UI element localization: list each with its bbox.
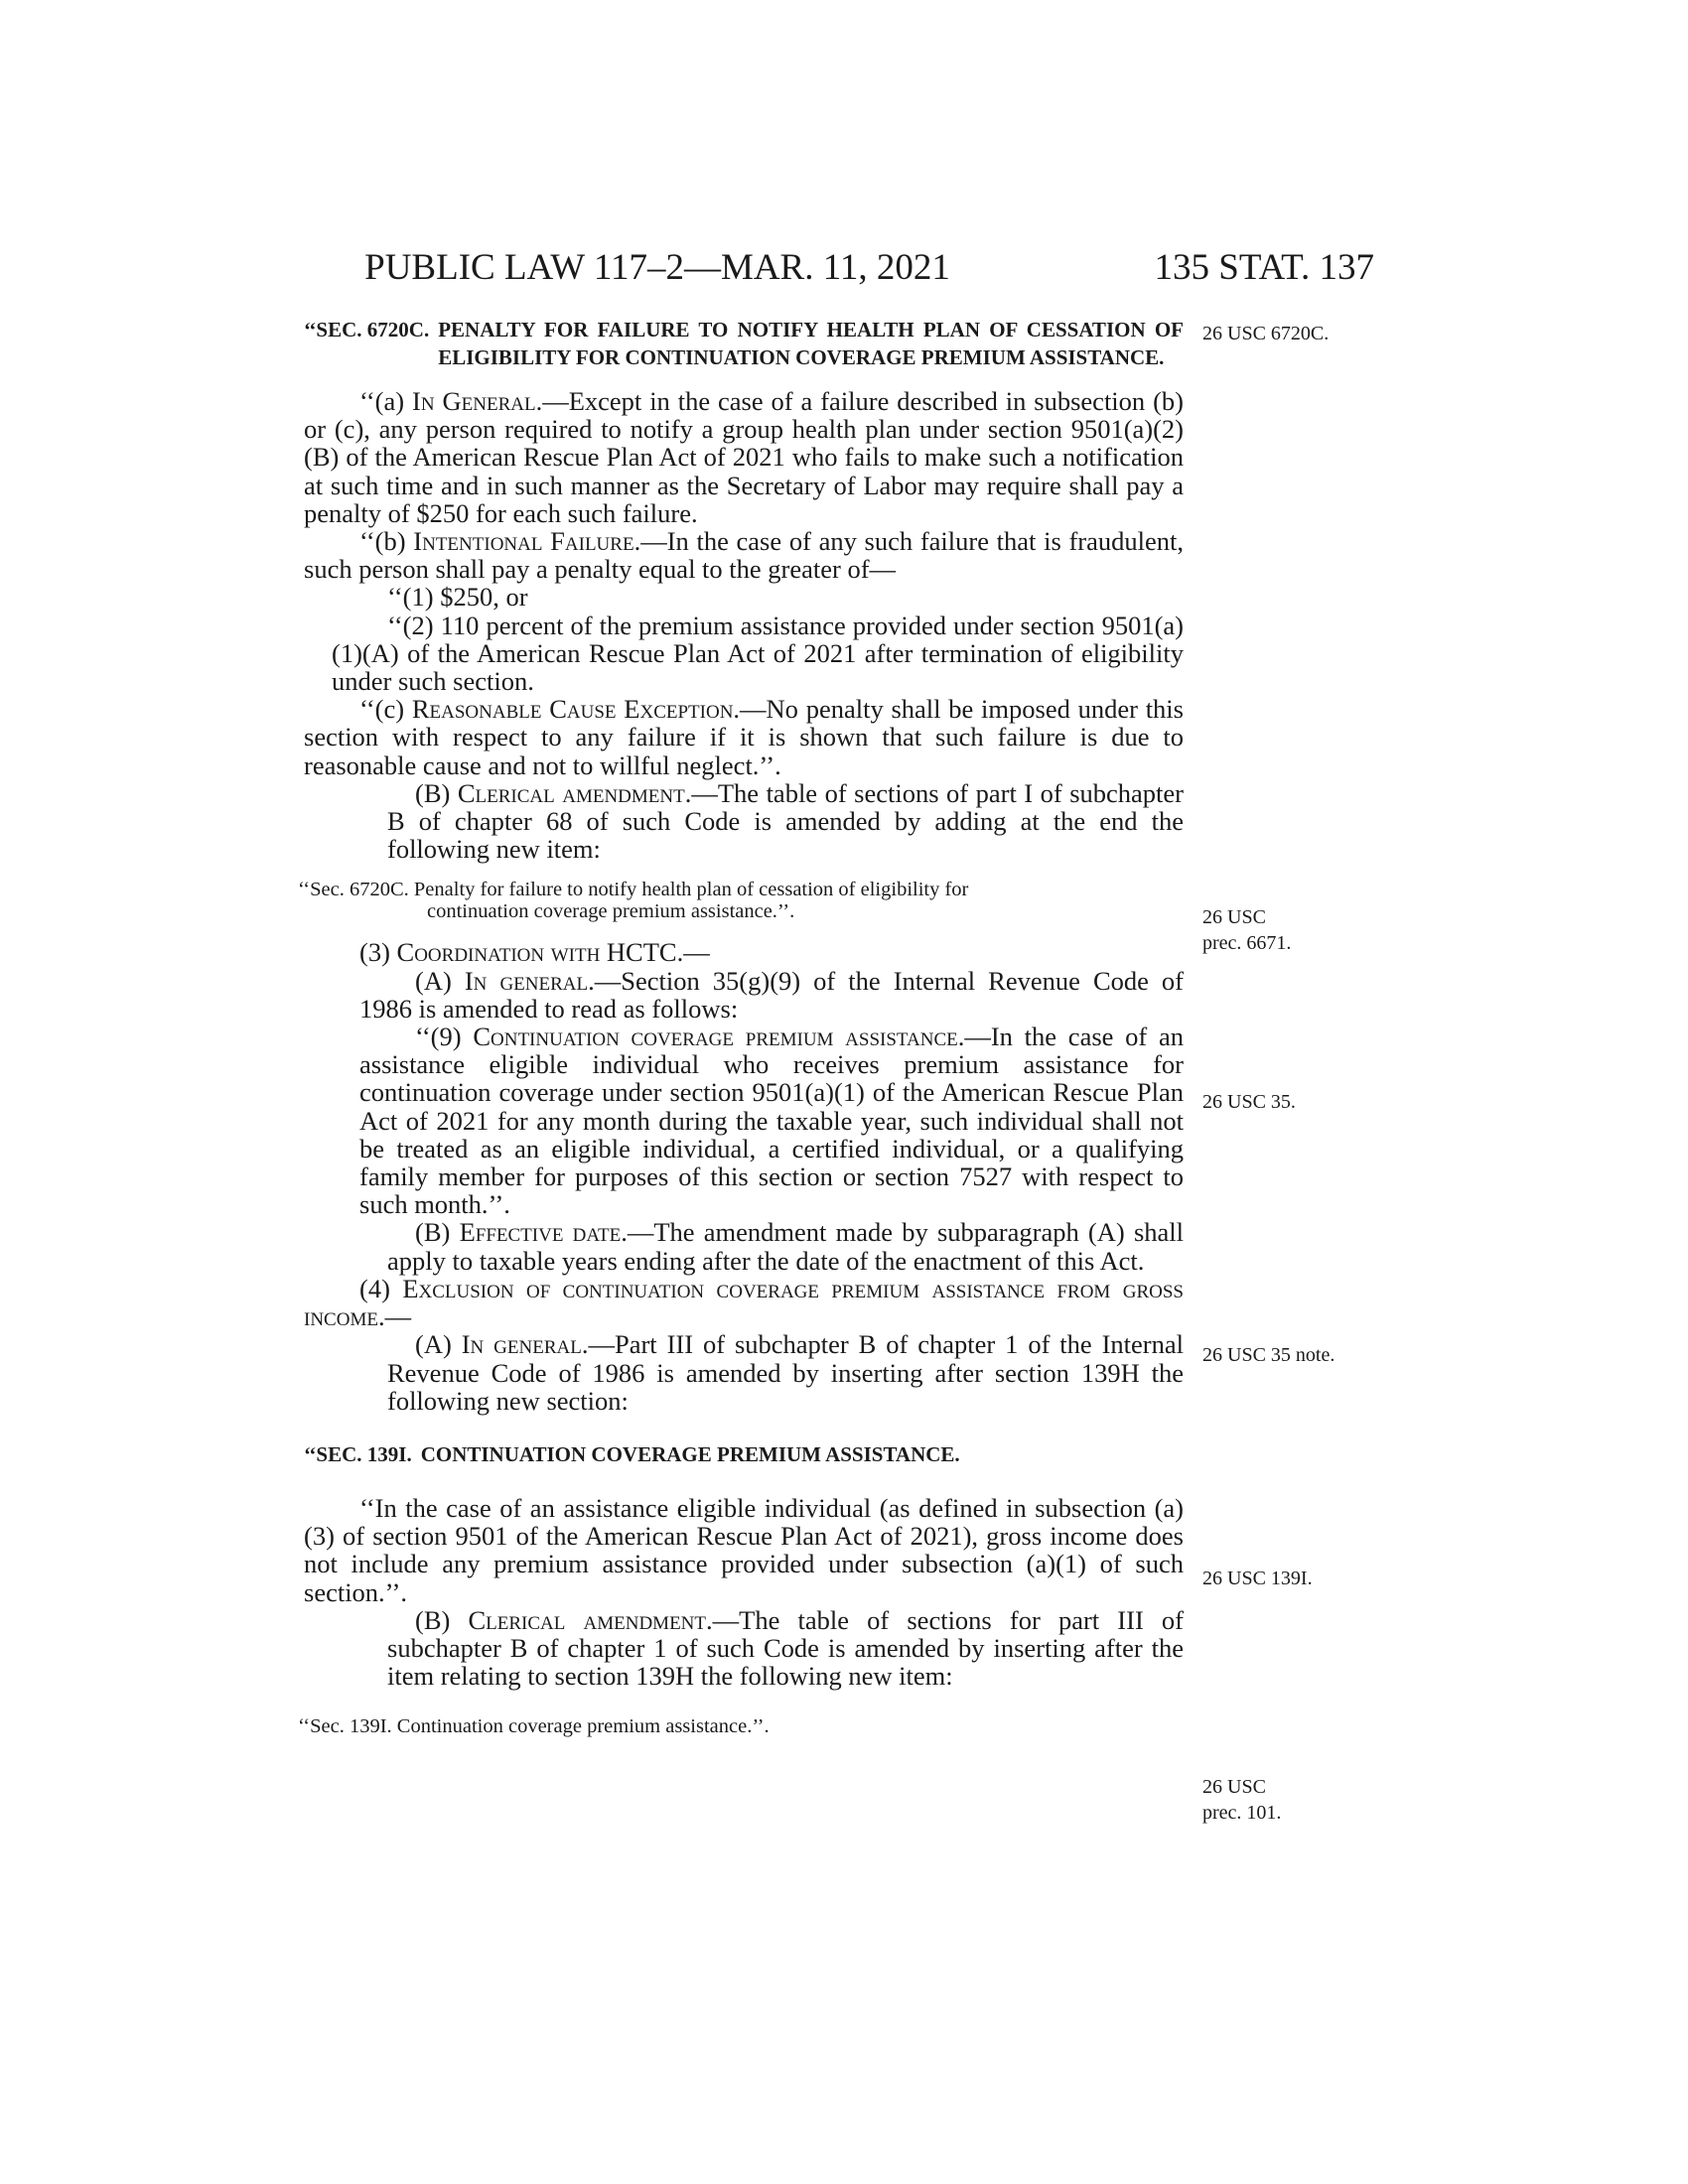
subsection-a: ‘‘(a) In General.—Except in the case of a failure described in subsection (b) or (c), any person required to notify a group health plan under section 9501(a)(2)(B) of the American Rescue Plan Act of 2021 who fails to make such a notification at such time and in such manner as the Secretary of Labor may require shall pay a penalty of $250 for each such failure.	[304, 386, 1184, 528]
margin-note-6720c: 26 USC 6720C.	[1202, 323, 1330, 344]
subsection-c: ‘‘(c) Reasonable Cause Exception.—No penalty shall be imposed under this section with respect to any failure if it is shown that such failure is due to reasonable cause and not to willful neglect.’’.	[304, 694, 1184, 780]
page-header	[0, 246, 1688, 296]
margin-note-35: 26 USC 35.	[1202, 1091, 1296, 1113]
section-heading-6720c: ‘‘SEC. 6720C. PENALTY FOR FAILURE TO NOTIFY HEALTH PLAN OF CESSATION OF ELIGIBILITY FOR CONTINUATION COVERAGE PREMIUM ASSISTANCE.	[304, 318, 1184, 369]
main-text	[298, 316, 1185, 1738]
paragraph-b2: ‘‘(2) 110 percent of the premium assistance provided under section 9501(a)(1)(A) of the American Rescue Plan Act of 2021 after termination of eligibility under such section.	[332, 610, 1184, 697]
margin-note-139i: 26 USC 139I.	[1202, 1568, 1313, 1589]
clerical-amendment-b: (B) Clerical amendment.—The table of sections of part I of subchapter B of chapter 68 of such Code is amended by adding at the end the following new item:	[387, 777, 1185, 865]
subsection-b: ‘‘(b) Intentional Failure.—In the case of any such failure that is fraudulent, such person shall pay a penalty equal to the greater of—	[304, 526, 1184, 585]
clerical-amendment-139i: (B) Clerical amendment.—The table of sections for part III of subchapter B of chapter 1 of such Code is amended by inserting after the item relating to section 139H the following new item:	[387, 1604, 1184, 1692]
paragraph-3-a: (A) In general.—Section 35(g)(9) of the Internal Revenue Code of 1986 is amended to read as follows:	[359, 965, 1185, 1024]
stat-page-number: 135 STAT. 137	[1154, 247, 1374, 288]
paragraph-4-a: (A) In general.—Part III of subchapter B of chapter 1 of the Internal Revenue Code of 1986 is amended by inserting after section 139H the following new section:	[387, 1329, 1185, 1416]
table-of-sections-item-139i: ‘‘Sec. 139I. Continuation coverage premium assistance.’’.	[298, 1715, 770, 1738]
paragraph-35g9: ‘‘(9) Continuation coverage premium assistance.—In the case of an assistance eligible individual who receives premium assistance for continuation coverage under section 9501(a)(1) of the American Rescue Plan Act of 2021 for any month during the taxable year, such individual shall not be treated as an eligible individual, a certified individual, or a qualifying family member for purposes of this section or section 7527 with respect to such month.’’.	[359, 1022, 1184, 1220]
margin-note-prec-6671-a: 26 USC	[1202, 906, 1266, 928]
paragraph-3-heading: (3) Coordination with HCTC.—	[359, 937, 710, 968]
paragraph-3-b: (B) Effective date.—The amendment made by subparagraph (A) shall apply to taxable years ending after the date of the enactment of this Act.	[387, 1217, 1184, 1276]
paragraph-b1: ‘‘(1) $250, or	[387, 582, 528, 613]
margin-note-35-note: 26 USC 35 note.	[1202, 1344, 1336, 1366]
paragraph-4-heading: (4) Exclusion of continuation coverage premium assistance from gross income.—	[304, 1273, 1184, 1332]
margin-note-prec-101-a: 26 USC	[1202, 1776, 1266, 1798]
section-139i-text: ‘‘In the case of an assistance eligible individual (as defined in subsection (a)(3) of section 9501 of the American Rescue Plan Act of 2021), gross income does not include any premium assistance provided under subsection (a)(1) of such section.’’.	[304, 1492, 1184, 1607]
table-of-sections-item-6720c: ‘‘Sec. 6720C. Penalty for failure to notify health plan of cessation of eligibility for continuation coverage premium assistance.’’.	[298, 879, 969, 923]
running-head-title: PUBLIC LAW 117–2—MAR. 11, 2021	[364, 247, 950, 288]
margin-note-prec-6671-b: prec. 6671.	[1202, 932, 1292, 954]
section-heading-139i: ‘‘SEC. 139I. CONTINUATION COVERAGE PREMIUM ASSISTANCE.	[304, 1441, 960, 1466]
margin-note-prec-101-b: prec. 101.	[1202, 1802, 1282, 1824]
